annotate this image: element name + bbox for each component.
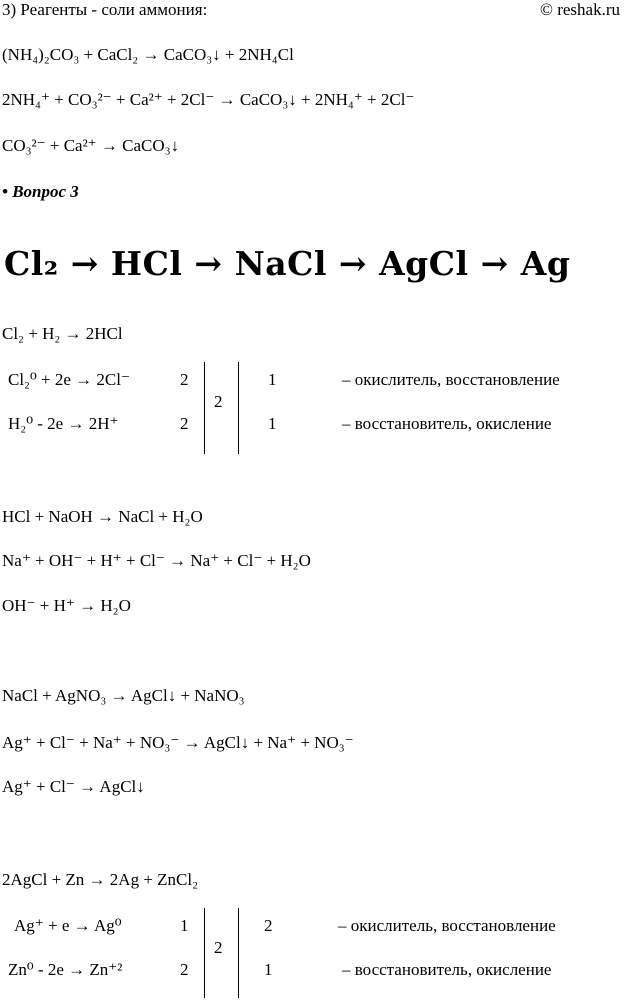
electron-count: 2 <box>180 414 189 433</box>
equation-step3-full-ionic: Ag⁺ + Cl⁻ + Na⁺ + NO₃⁻ → AgCl↓ + Na⁺ + NO₃⁻ <box>2 733 354 752</box>
equation-step2-full-ionic: Na⁺ + OH⁻ + H⁺ + Cl⁻ → Na⁺ + Cl⁻ + H₂O <box>2 551 311 570</box>
transformation-chain <box>4 244 570 284</box>
equation-step2-molecular: HCl + NaOH → NaCl + H₂O <box>2 507 203 526</box>
chain-item: AgCl <box>379 244 469 283</box>
electron-count: 2 <box>180 960 189 979</box>
chain-arrow: → <box>70 244 99 283</box>
role-text: – восстановитель, окисление <box>342 414 552 433</box>
chain-item: Ag <box>520 244 571 283</box>
chain-arrow: → <box>480 244 509 283</box>
role-text: – восстановитель, окисление <box>342 960 552 979</box>
coefficient: 1 <box>264 960 273 979</box>
role-text: – окислитель, восстановление <box>338 916 556 935</box>
lcm-value: 2 <box>214 392 223 411</box>
equation-ammonium-short-ionic: CO₃²⁻ + Ca²⁺ → CaCO₃↓ <box>2 136 180 155</box>
chain-arrow: → <box>194 244 223 283</box>
half-reaction: Cl₂⁰ + 2e → 2Cl⁻ <box>8 370 130 389</box>
equation-step3-short-ionic: Ag⁺ + Cl⁻ → AgCl↓ <box>2 777 145 796</box>
coefficient: 2 <box>264 916 273 935</box>
coefficient: 1 <box>268 370 277 389</box>
coefficient: 1 <box>268 414 277 433</box>
lcm-value: 2 <box>214 938 223 957</box>
balance-divider <box>204 908 205 998</box>
equation-step4: 2AgCl + Zn → 2Ag + ZnCl₂ <box>2 870 199 889</box>
question-heading: • Вопрос 3 <box>2 182 79 201</box>
equation-ammonium-molecular: (NH₄)₂CO₃ + CaCl₂ → CaCO₃↓ + 2NH₄Cl <box>2 45 294 64</box>
half-reaction: H₂⁰ - 2e → 2H⁺ <box>8 414 119 433</box>
copyright-text: © reshak.ru <box>540 0 620 19</box>
section-title: 3) Реагенты - соли аммония: <box>2 0 208 19</box>
electron-count: 2 <box>180 370 189 389</box>
chain-item: Cl₂ <box>4 244 59 283</box>
equation-step2-short-ionic: OH⁻ + H⁺ → H₂O <box>2 596 131 615</box>
half-reaction: Ag⁺ + e → Ag⁰ <box>14 916 122 935</box>
balance-divider <box>238 362 239 454</box>
chain-arrow: → <box>338 244 368 283</box>
role-text: – окислитель, восстановление <box>342 370 560 389</box>
electron-count: 1 <box>180 916 189 935</box>
balance-divider <box>238 908 239 998</box>
chain-item: NaCl <box>234 244 327 283</box>
half-reaction: Zn⁰ - 2e → Zn⁺² <box>8 960 123 979</box>
equation-step1: Cl₂ + H₂ → 2HCl <box>2 324 123 343</box>
equation-ammonium-full-ionic: 2NH₄⁺ + CO₃²⁻ + Ca²⁺ + 2Cl⁻ → CaCO₃↓ + 2NH₄⁺ + 2Cl⁻ <box>2 90 415 109</box>
balance-divider <box>204 362 205 454</box>
equation-step3-molecular: NaCl + AgNO₃ → AgCl↓ + NaNO₃ <box>2 686 245 705</box>
chain-item: HCl <box>110 244 183 283</box>
